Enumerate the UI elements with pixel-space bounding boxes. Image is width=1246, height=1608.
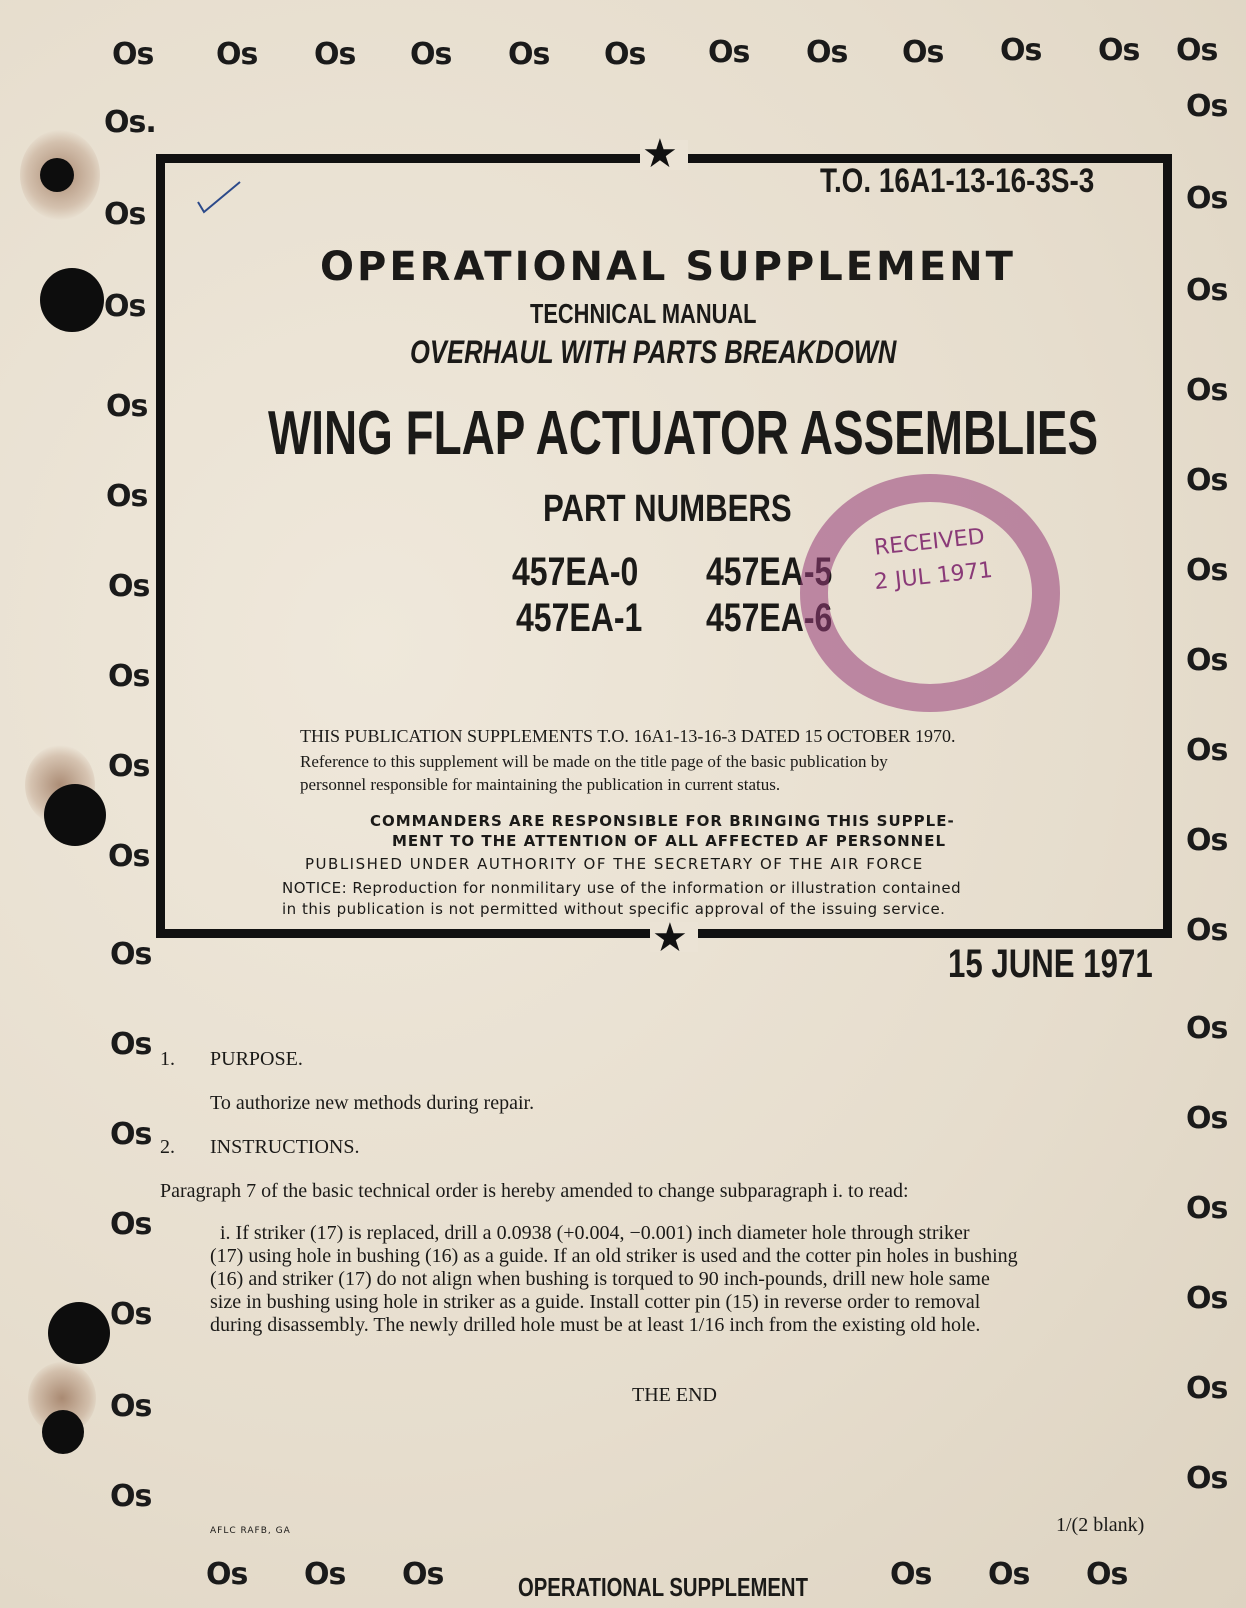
section-title: INSTRUCTIONS. [210,1136,360,1158]
os-mark: Os [110,1389,152,1424]
os-mark: Os. [104,105,156,140]
publication-date: 15 JUNE 1971 [948,942,1153,986]
os-mark: Os [402,1557,444,1592]
os-mark: Os [890,1557,932,1592]
os-mark: Os [110,937,152,972]
os-mark: Os [314,37,356,72]
os-mark: Os [104,289,146,324]
os-mark: Os [110,1207,152,1242]
os-mark: Os [1186,181,1228,216]
star-icon: ★ [652,915,688,961]
os-mark: Os [1186,733,1228,768]
reference-note: personnel responsible for maintaining the publication in current status. [300,775,781,794]
section-text: To authorize new methods during repair. [210,1092,535,1114]
stamp-date: 2 JUL 1971 [873,557,994,596]
os-mark: Os [110,1027,152,1062]
the-end: THE END [632,1384,717,1406]
os-mark: Os [508,37,550,72]
os-mark: Os [1086,1557,1128,1592]
subparagraph-line: during disassembly. The newly drilled hole must be at least 1/16 inch from the existing old hole. [210,1314,981,1336]
os-mark: Os [108,839,150,874]
os-mark: Os [108,749,150,784]
stamp-received: RECEIVED [872,524,986,561]
os-mark: Os [112,37,154,72]
reproduction-notice: in this publication is not permitted without specific approval of the issuing service. [282,900,946,918]
os-mark: Os [1186,1101,1228,1136]
part-number: 457EA-0 [512,550,639,594]
authority-line: PUBLISHED UNDER AUTHORITY OF THE SECRETARY OF THE AIR FORCE [305,855,924,873]
os-mark: Os [1186,1011,1228,1046]
punch-hole [40,158,74,192]
punch-hole [42,1410,84,1454]
os-mark: Os [1186,1461,1228,1496]
part-numbers-header: PART NUMBERS [543,488,792,530]
os-mark: Os [110,1479,152,1514]
os-mark: Os [902,35,944,70]
main-title: WING FLAP ACTUATOR ASSEMBLIES [268,399,1099,468]
os-mark: Os [106,389,148,424]
os-mark: Os [110,1297,152,1332]
os-mark: Os [1186,373,1228,408]
os-mark: Os [410,37,452,72]
os-mark: Os [104,197,146,232]
commanders-notice: MENT TO THE ATTENTION OF ALL AFFECTED AF PERSONNEL [392,832,947,850]
subparagraph-line: i. If striker (17) is replaced, drill a 0.0938 (+0.004, −0.001) inch diameter hole through striker [220,1222,970,1244]
subparagraph-line: size in bushing using hole in striker as a guide. Install cotter pin (15) in reverse order to removal [210,1291,981,1313]
os-mark: Os [806,35,848,70]
reference-note: Reference to this supplement will be made on the title page of the basic publication by [300,752,888,771]
part-number: 457EA-5 [706,550,833,594]
overhaul-label: OVERHAUL WITH PARTS BREAKDOWN [410,334,897,370]
os-mark: Os [108,569,150,604]
os-mark: Os [708,35,750,70]
to-number: T.O. 16A1-13-16-3S-3 [820,162,1095,200]
os-mark: Os [1176,33,1218,68]
os-mark: Os [1186,643,1228,678]
os-mark: Os [206,1557,248,1592]
punch-hole [48,1302,110,1364]
technical-manual-label: TECHNICAL MANUAL [530,298,757,329]
received-stamp [800,474,1060,712]
part-number: 457EA-6 [706,596,833,640]
os-mark: Os [1186,1191,1228,1226]
page-number: 1/(2 blank) [1056,1514,1145,1536]
os-mark: Os [1098,33,1140,68]
supplements-notice: THIS PUBLICATION SUPPLEMENTS T.O. 16A1-13-16-3 DATED 15 OCTOBER 1970. [300,726,956,746]
section-number: 2. [160,1136,175,1158]
printer-mark: AFLC RAFB, GA [210,1526,291,1536]
star-icon: ★ [642,131,678,177]
subparagraph-line: (17) using hole in bushing (16) as a guide. If an old striker is used and the cotter pin holes in bushing [210,1245,1018,1267]
os-mark: Os [1186,1281,1228,1316]
os-mark: Os [108,659,150,694]
os-mark: Os [988,1557,1030,1592]
subparagraph-line: (16) and striker (17) do not align when bushing is torqued to 90 inch-pounds, drill new hole same [210,1268,990,1290]
commanders-notice: COMMANDERS ARE RESPONSIBLE FOR BRINGING THIS SUPPLE- [370,812,955,830]
os-mark: Os [216,37,258,72]
os-mark: Os [1186,463,1228,498]
os-mark: Os [1186,273,1228,308]
punch-hole [40,268,104,332]
part-number: 457EA-1 [516,596,643,640]
os-mark: Os [604,37,646,72]
section-title: PURPOSE. [210,1048,303,1070]
os-mark: Os [1186,89,1228,124]
check-icon [196,180,242,214]
reproduction-notice: NOTICE: Reproduction for nonmilitary use of the information or illustration contained [282,879,962,897]
os-mark: Os [110,1117,152,1152]
paragraph-text: Paragraph 7 of the basic technical order is hereby amended to change subparagraph i. to read: [160,1180,909,1202]
footer-title: OPERATIONAL SUPPLEMENT [518,1572,808,1602]
section-number: 1. [160,1048,175,1070]
os-mark: Os [1000,33,1042,68]
os-mark: Os [1186,913,1228,948]
os-mark: Os [304,1557,346,1592]
os-mark: Os [1186,553,1228,588]
os-mark: Os [1186,823,1228,858]
os-mark: Os [1186,1371,1228,1406]
punch-hole [44,784,106,846]
os-mark: Os [106,479,148,514]
supplement-title: OPERATIONAL SUPPLEMENT [320,244,1016,290]
